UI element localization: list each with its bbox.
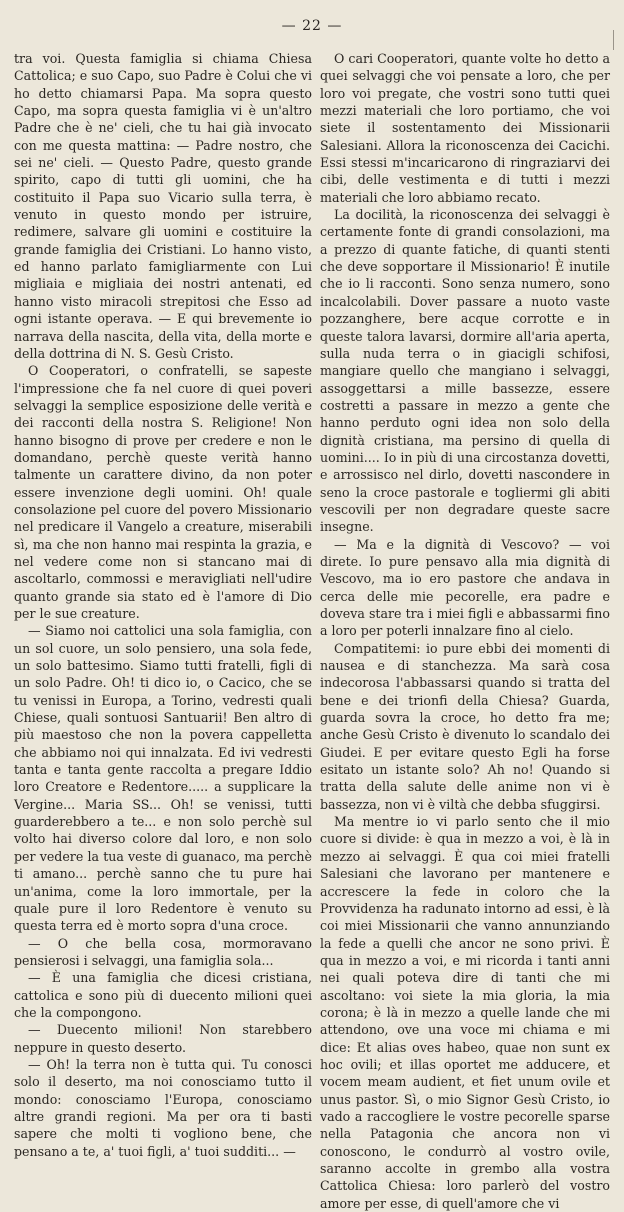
paragraph: tra voi. Questa famiglia si chiama Chiesa Cattolica; e suo Capo, suo Padre è Colui che vi ho detto chiamarsi Papa. Ma sopra questo Capo, ma sopra questa famiglia vi è un'altro Padre che è ne' cieli, che tu hai già invocato con me questa mattina: — Padre nostro, che sei ne' cieli. — Questo Padre, questo grande spirito, capo di tutti gli uomini, che ha costituito il Papa suo Vicario sulla terra, è venuto in questo mondo per istruire, redimere, salvare gli uomini e costituire la grande famiglia dei Cristiani. Lo hanno visto, ed hanno parlato famigliarmente con Lui migliaia e migliaia dei nostri antenati, ed hanno visto miracoli strepitosi che Esso ad ogni istante operava. — E qui brevemente io narrava della nascita, della vita, della morte e della dottrina di N. S. Gesù Cristo. bbox=[14, 51, 312, 361]
paragraph: — Oh! la terra non è tutta qui. Tu conosci solo il deserto, ma noi conosciamo tutto il mondo: conosciamo l'Europa, conosciamo altre grandi regioni. Ma per ora ti basti sapere che molti ti vogliono bene, che pensano a te, a' tuoi figli, a' tuoi sudditi... — bbox=[14, 1056, 312, 1159]
paragraph: — Ma e la dignità di Vescovo? — voi direte. Io pure pensavo alla mia dignità di Vescovo, ma io ero pastore che andava in cerca delle mie pecorelle, era padre e doveva stare tra i miei figli e abbassarmi fino a loro per poterli innalzare fino al cielo. bbox=[320, 536, 610, 639]
paragraph: — Siamo noi cattolici una sola famiglia, con un sol cuore, un solo pensiero, una sola fede, un solo battesimo. Siamo tutti fratelli, figli di un solo Padre. Oh! ti dico io, o Cacico, che se tu venissi in Europa, a Torino, vedresti quali Chiese, quali sontuosi Santuarii! Ben altro di più maestoso che non la povera cappelletta che abbiamo noi qui innalzata. Ed ivi vedresti tanta e tanta gente raccolta a pregare Iddio loro Creatore e Redentore..... a supplicare la Vergine... Maria SS... Oh! se venissi, tutti guarderebbero a te... e non solo perchè sul volto hai diverso colore dal loro, e non solo per vedere la tua veste di guanaco, ma perchè ti amano... perchè sanno che tu pure hai un'anima, come la loro immortale, per la quale pure il loro Redentore è venuto su questa terra ed è morto sopra d'una croce. bbox=[14, 623, 312, 934]
paragraph: O Cooperatori, o confratelli, se sapeste l'impressione che fa nel cuore di quei poveri selvaggi la semplice esposizione delle verità e dei racconti della nostra S. Religione! Non hanno bisogno di prove per credere e non le domandano, perchè queste verità hanno talmente un carattere divino, da non poter essere invenzione degli uomini. Oh! quale consolazione pel cuore del povero Missionario nel predicare il Vangelo a creature, miserabili sì, ma che non hanno mai respinta la grazia, e nel vedere come non si stancano mai di ascoltarlo, commossi e meravigliati nell'udire quanto grande sia stato ed è l'amore di Dio per le sue creature. bbox=[14, 363, 312, 621]
paragraph: — O che bella cosa, mormoravano pensierosi i selvaggi, una famiglia sola... bbox=[14, 935, 312, 968]
paragraph: La docilità, la riconoscenza dei selvaggi è certamente fonte di grandi consolazioni, ma a prezzo di quante fatiche, di quanti stenti che deve sopportare il Missionario! È inutile che io li racconti. Sono senza numero, sono incalcolabili. Dover passare a nuoto vaste pozzanghere, bere acque corrotte e in queste talora lavarsi, dormire all'aria aperta, sulla nuda terra o in giacigli schifosi, mangiare quello che mangiano i selvaggi, assoggettarsi a mille bassezze, essere costretti a passare in mezzo a gente che hanno perduto ogni idea non solo della dignità cristiana, ma persino di quella di uomini.... Io in più di una circostanza dovetti, e arrossisco nel dirlo, dovetti nascondere in seno la croce pastorale e togliermi gli abiti vescovili per non degradare queste sacre insegne. bbox=[320, 207, 610, 535]
paragraph: — È una famiglia che dicesi cristiana, cattolica e sono più di duecento milioni quei che la compongono. bbox=[14, 970, 312, 1020]
paragraph: Compatitemi: io pure ebbi dei momenti di nausea e di stanchezza. Ma sarà cosa indecorosa l'abbassarsi quando si tratta del bene e dei trionfi della Chiesa? Guarda, guarda sovra la croce, ho detto fra me; anche Gesù Cristo è divenuto lo scandalo dei Giudei. E per evitare questo Egli ha forse esitato un istante solo? Ah no! Quando si tratta della salute delle anime non vi è bassezza, non vi è viltà che debba sfuggirsi. bbox=[320, 640, 610, 812]
page-number: — 22 — bbox=[281, 18, 343, 34]
paragraph: Ma mentre io vi parlo sento che il mio cuore si divide: è qua in mezzo a voi, è là in mezzo ai selvaggi. È qua coi miei fratelli Salesiani che lavorano per mantenere e accrescere la fede in coloro che la Provvidenza ha radunato intorno ad essi, è là coi miei Missionarii che vanno annunziando la fede a quelli che ancor ne sono privi. È qua in mezzo a voi, e mi ricorda i tanti anni nei quali poteva dire di tanti che mi ascoltano: voi siete la mia gloria, la mia corona; è là in mezzo a quelle lande che mi attendono, ove una voce mi chiama e mi dice: Et alias oves habeo, quae non sunt ex hoc ovili; et illas oportet me adducere, et vocem meam audient, et fiet unum ovile et unus pastor. Sì, o mio Signor Gesù Cristo, io vado a raccogliere le vostre pecorelle sparse nella Patagonia che ancora non vi conoscono, le condurrò al vostro ovile, saranno accolte in grembo alla vostra Cattolica Chiesa: loro parlerò del vostro amore per esse, di quell'amore che vi bbox=[320, 814, 610, 1211]
paragraph: O cari Cooperatori, quante volte ho detto a quei selvaggi che voi pensate a loro, che per loro voi pregate, che vostri sono tutti quei mezzi materiali che loro portiamo, che voi siete il sostentamento dei Missionarii Salesiani. Allora la riconoscenza dei Cacichi. Essi stessi m'incaricarono di ringraziarvi dei cibi, delle vestimenta e di tutti i mezzi materiali che loro abbiamo recato. bbox=[320, 51, 610, 205]
paragraph: — Duecento milioni! Non starebbero neppure in questo deserto. bbox=[14, 1022, 312, 1055]
right-column bbox=[320, 50, 610, 1211]
left-column bbox=[14, 50, 312, 1159]
margin-mark bbox=[613, 30, 614, 50]
